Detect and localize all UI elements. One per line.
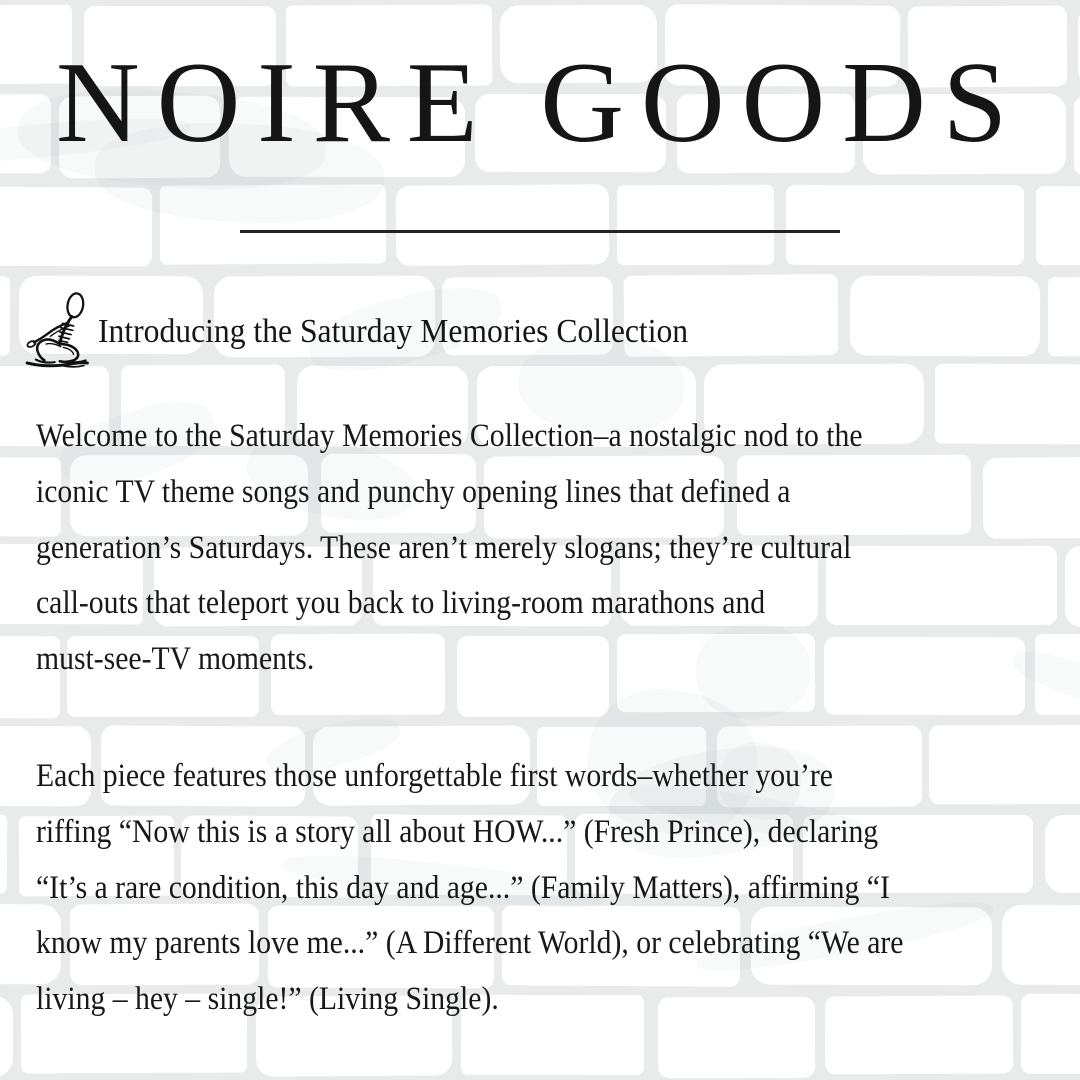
paragraph-line: living – hey – single!” (Living Single). <box>36 981 499 1018</box>
paragraph-each-piece <box>36 749 1060 1028</box>
paragraph-line: “It’s a rare condition, this day and age...” (Family Matters), affirming “I <box>36 869 890 906</box>
brand-title: NOIRE GOODS <box>55 39 1025 167</box>
paragraph-line: must-see-TV moments. <box>36 641 315 678</box>
paragraph-line: generation’s Saturdays. These aren’t merely slogans; they’re cultural <box>36 529 852 566</box>
paragraph-line: know my parents love me...” (A Different World), or celebrating “We are <box>36 925 904 962</box>
paragraph-welcome <box>36 409 1060 688</box>
paragraph-line: riffing “Now this is a story all about HOW...” (Fresh Prince), declaring <box>36 813 879 850</box>
announcement-row <box>22 290 733 374</box>
paragraph-line: iconic TV theme songs and punchy opening lines that defined a <box>36 473 791 510</box>
paragraph-line: Each piece features those unforgettable first words–whether you’re <box>36 758 833 794</box>
paragraph-line: Welcome to the Saturday Memories Collection–a nostalgic nod to the <box>36 418 863 454</box>
paragraph-line: call-outs that teleport you back to living-room marathons and <box>36 585 766 622</box>
seated-skeleton-icon <box>22 290 108 374</box>
collection-heading: Introducing the Saturday Memories Collection <box>98 313 689 350</box>
title-divider <box>240 230 840 233</box>
